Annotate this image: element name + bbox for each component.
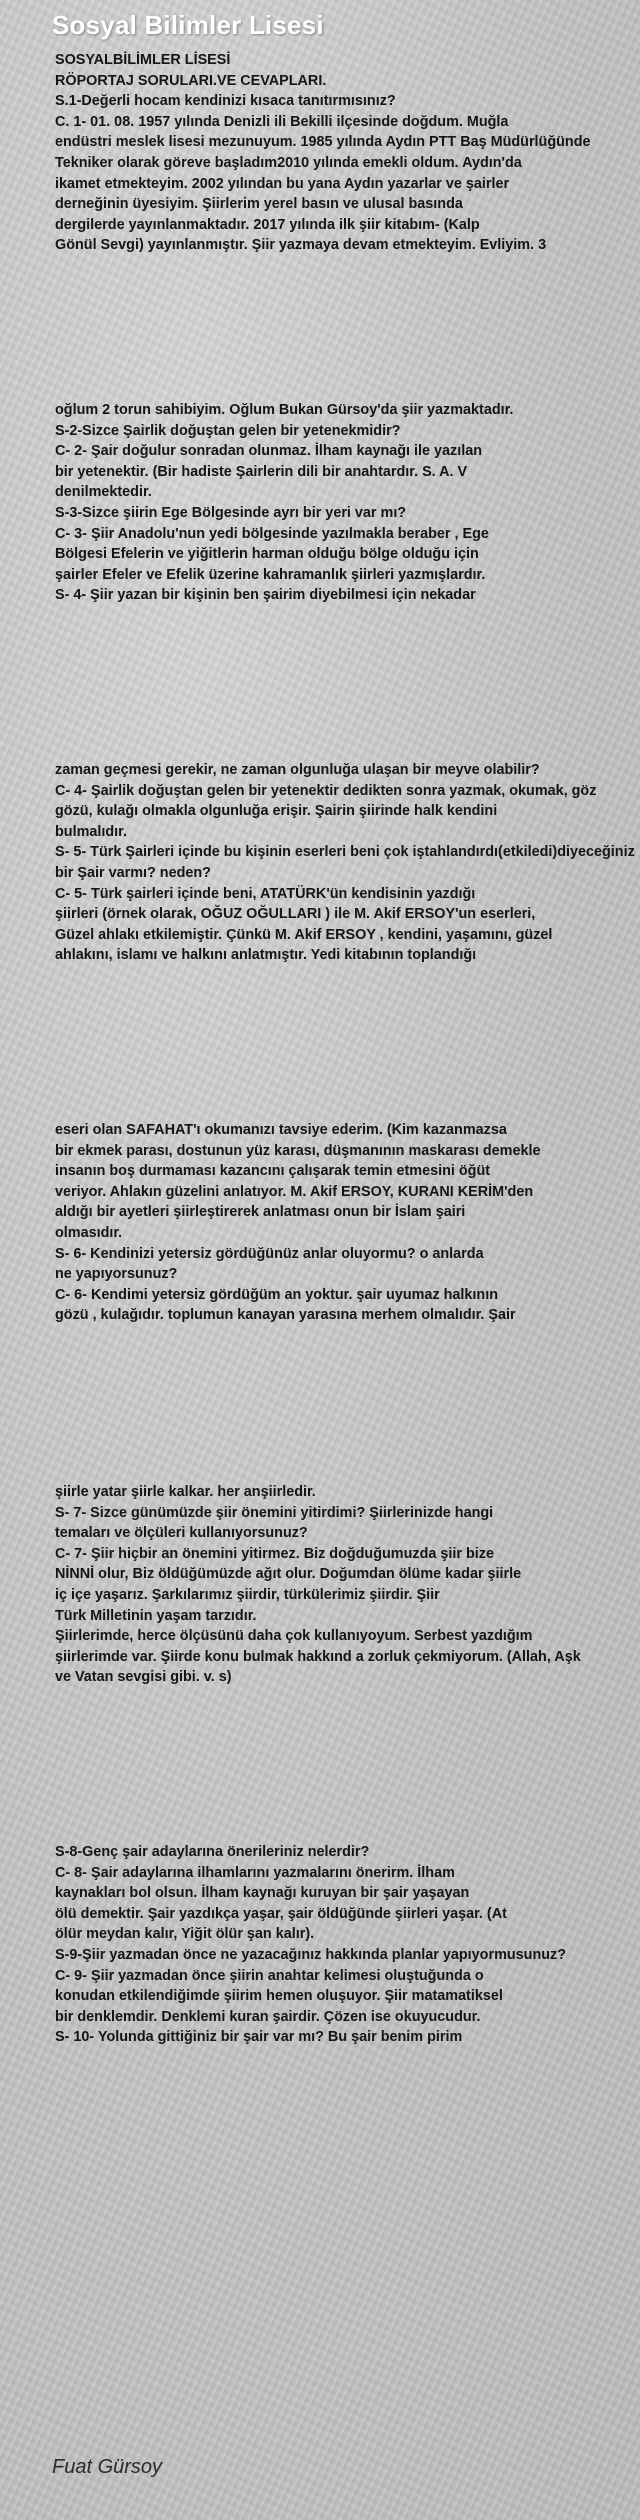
text-line: C- 3- Şiir Anadolu'nun yedi bölgesinde yazılmakla beraber , Ege bbox=[55, 525, 489, 542]
text-line: oğlum 2 torun sahibiyim. Oğlum Bukan Gürsoy'da şiir yazmaktadır. bbox=[55, 402, 514, 418]
text-line: ölü demektir. Şair yazdıkça yaşar, şair öldüğünde şiirleri yaşar. (At bbox=[55, 1905, 507, 1922]
text-line: temaları ve ölçüleri kullanıyorsunuz? bbox=[55, 1525, 308, 1542]
text-line: Türk Milletinin yaşam tarzıdır. bbox=[55, 1607, 257, 1624]
text-line: şiirlerimde var. Şiirde konu bulmak hakkınd a zorluk çekmiyorum. (Allah, Aşk bbox=[55, 1648, 581, 1665]
text-block-4 bbox=[0, 1118, 640, 1454]
text-line: S-8-Genç şair adaylarına önerileriniz nelerdir? bbox=[55, 1844, 370, 1860]
text-line: dergilerde yayınlanmaktadır. 2017 yılında ilk şiir kitabım- (Kalp bbox=[55, 216, 480, 233]
text-line: endüstri meslek lisesi mezunuyum. 1985 yılında Aydın PTT Baş Müdürlüğünde bbox=[55, 134, 591, 151]
text-lines bbox=[55, 760, 640, 966]
text-line: ahlakını, islamı ve halkını anlatmıştır. Yedi kitabının toplandığı bbox=[55, 947, 477, 964]
text-line: S- 4- Şiir yazan bir kişinin ben şairim diyebilmesi için nekadar bbox=[55, 587, 476, 604]
text-line: C- 8- Şair adaylarına ilhamlarını yazmalarını önerirm. İlham bbox=[55, 1864, 455, 1881]
text-line: olmasıdır. bbox=[55, 1224, 123, 1241]
text-line: Güzel ahlakı etkilemiştir. Çünkü M. Akif ERSOY , kendini, yaşamını, güzel bbox=[55, 926, 553, 943]
text-line: S- 10- Yolunda gittiğiniz bir şair var mı? Bu şair benim pirim bbox=[55, 2029, 463, 2046]
text-line: C- 2- Şair doğulur sonradan olunmaz. İlham kaynağı ile yazılan bbox=[55, 443, 483, 460]
text-line: konudan etkilendiğimde şiirim hemen oluşuyor. Şiir matamatiksel bbox=[55, 1988, 503, 2005]
text-line: kaynakları bol olsun. İlham kaynağı kuruyan bir şair yaşayan bbox=[55, 1885, 470, 1902]
text-block-6 bbox=[0, 1838, 640, 2174]
text-line: bir denklemdir. Denklemi kuran şairdir. Çözen ise okuyucudur. bbox=[55, 2008, 481, 2025]
text-line: C- 4- Şairlik doğuştan gelen bir yetenektir dedikten sonra yazmak, okumak, göz bbox=[55, 782, 597, 799]
text-lines bbox=[55, 1842, 640, 2048]
text-line: şairler Efeler ve Efelik üzerine kahramanlık şiirleri yazmışlardır. bbox=[55, 566, 486, 583]
text-line: Şiirlerimde, herce ölçüsünü daha çok kullanıyoyum. Serbest yazdığım bbox=[55, 1628, 533, 1645]
author-name: Fuat Gürsoy bbox=[52, 2456, 163, 2478]
text-line: C. 1- 01. 08. 1957 yılında Denizli ili Bekilli ilçesinde doğdum. Muğla bbox=[55, 113, 509, 130]
text-line: Gönül Sevgi) yayınlanmıştır. Şiir yazmaya devam etmekteyim. Evliyim. 3 bbox=[55, 237, 547, 254]
text-line: gözü, kulağı olmakla olgunluğa erişir. Şairin şiirinde halk kendini bbox=[55, 803, 498, 820]
text-line: aldığı bir ayetleri şiirleştirerek anlatması onun bir İslam şairi bbox=[55, 1204, 466, 1221]
text-line: C- 6- Kendimi yetersiz gördüğüm an yoktur. şair uyumaz halkının bbox=[55, 1286, 499, 1303]
text-line: Bölgesi Efelerin ve yiğitlerin harman olduğu bölge olduğu için bbox=[55, 546, 479, 563]
text-block-5 bbox=[0, 1478, 640, 1814]
text-line: şiirleri (örnek olarak, OĞUZ OĞULLARI ) ile M. Akif ERSOY'un eserleri, bbox=[55, 906, 536, 923]
text-line: S- 5- Türk Şairleri içinde bu kişinin eserleri beni çok iştahlandırdı(etkiledi)diyeceğiniz bbox=[55, 844, 635, 861]
text-line: NİNNİ olur, Biz öldüğümüzde ağıt olur. Doğumdan ölüme kadar şiirle bbox=[55, 1566, 522, 1583]
text-lines bbox=[55, 1482, 640, 1688]
text-block-3 bbox=[0, 758, 640, 1094]
page-title: Sosyal Bilimler Lisesi bbox=[52, 10, 324, 40]
text-line: denilmektedir. bbox=[55, 484, 152, 501]
text-lines bbox=[55, 1120, 640, 1326]
text-lines bbox=[55, 50, 640, 256]
text-line: C- 5- Türk şairleri içinde beni, ATATÜRK'ün kendisinin yazdığı bbox=[55, 885, 476, 902]
text-line: derneğinin üyesiyim. Şiirlerim yerel basın ve ulusal basında bbox=[55, 196, 463, 213]
text-line: S-2-Sizce Şairlik doğuştan gelen bir yetenekmidir? bbox=[55, 422, 401, 439]
text-line: bulmalıdır. bbox=[55, 823, 127, 840]
text-line: zaman geçmesi gerekir, ne zaman olgunluğa ulaşan bir meyve olabilir? bbox=[55, 762, 540, 778]
text-line: bir ekmek parası, dostunun yüz karası, düşmanının maskarası demekle bbox=[55, 1142, 541, 1159]
text-line: gözü , kulağıdır. toplumun kanayan yarasına merhem olmalıdır. Şair bbox=[55, 1307, 516, 1324]
text-block-1 bbox=[0, 38, 640, 374]
text-line: bir yetenektir. (Bir hadiste Şairlerin dili bir anahtardır. S. A. V bbox=[55, 463, 468, 480]
text-block-2 bbox=[0, 398, 640, 734]
text-line: ne yapıyorsunuz? bbox=[55, 1266, 178, 1283]
text-line: RÖPORTAJ SORULARI.VE CEVAPLARI. bbox=[55, 72, 327, 89]
text-line: S-9-Şiir yazmadan önce ne yazacağınız hakkında planlar yapıyormusunuz? bbox=[55, 1946, 567, 1963]
text-line: eseri olan SAFAHAT'ı okumanızı tavsiye ederim. (Kim kazanmazsa bbox=[55, 1122, 507, 1138]
text-line: S- 7- Sizce günümüzde şiir önemini yitirdimi? Şiirlerinizde hangi bbox=[55, 1504, 494, 1521]
text-line: ikamet etmekteyim. 2002 yılından bu yana Aydın yazarlar ve şairler bbox=[55, 175, 510, 192]
text-line: ve Vatan sevgisi gibi. v. s) bbox=[55, 1669, 232, 1686]
text-line: veriyor. Ahlakın güzelini anlatıyor. M. Akif ERSOY, KURANI KERİM'den bbox=[55, 1183, 534, 1200]
text-line: şiirle yatar şiirle kalkar. her anşiirledir. bbox=[55, 1484, 316, 1500]
text-line: bir Şair varmı? neden? bbox=[55, 864, 211, 881]
text-line: Tekniker olarak göreve başladım2010 yılında emekli oldum. Aydın'da bbox=[55, 154, 522, 171]
text-line: iç içe yaşarız. Şarkılarımız şiirdir, türkülerimiz şiirdir. Şiir bbox=[55, 1586, 440, 1603]
text-line: ölür meydan kalır, Yiğit ölür şan kalır). bbox=[55, 1926, 315, 1943]
text-line: C- 9- Şiir yazmadan önce şiirin anahtar kelimesi oluştuğunda o bbox=[55, 1967, 484, 1984]
text-line: S.1-Değerli hocam kendinizi kısaca tanıtırmısınız? bbox=[55, 93, 396, 110]
text-lines bbox=[55, 400, 640, 606]
text-line: S-3-Sizce şiirin Ege Bölgesinde ayrı bir yeri var mı? bbox=[55, 504, 407, 521]
text-line: C- 7- Şiir hiçbir an önemini yitirmez. Biz doğduğumuzda şiir bize bbox=[55, 1545, 494, 1562]
text-line: S- 6- Kendinizi yetersiz gördüğünüz anlar oluyormu? o anlarda bbox=[55, 1245, 484, 1262]
text-line: insanın boş durmaması kazancını çalışarak temin etmesini öğüt bbox=[55, 1163, 491, 1180]
text-line: SOSYALBİLİMLER LİSESİ bbox=[55, 52, 231, 68]
